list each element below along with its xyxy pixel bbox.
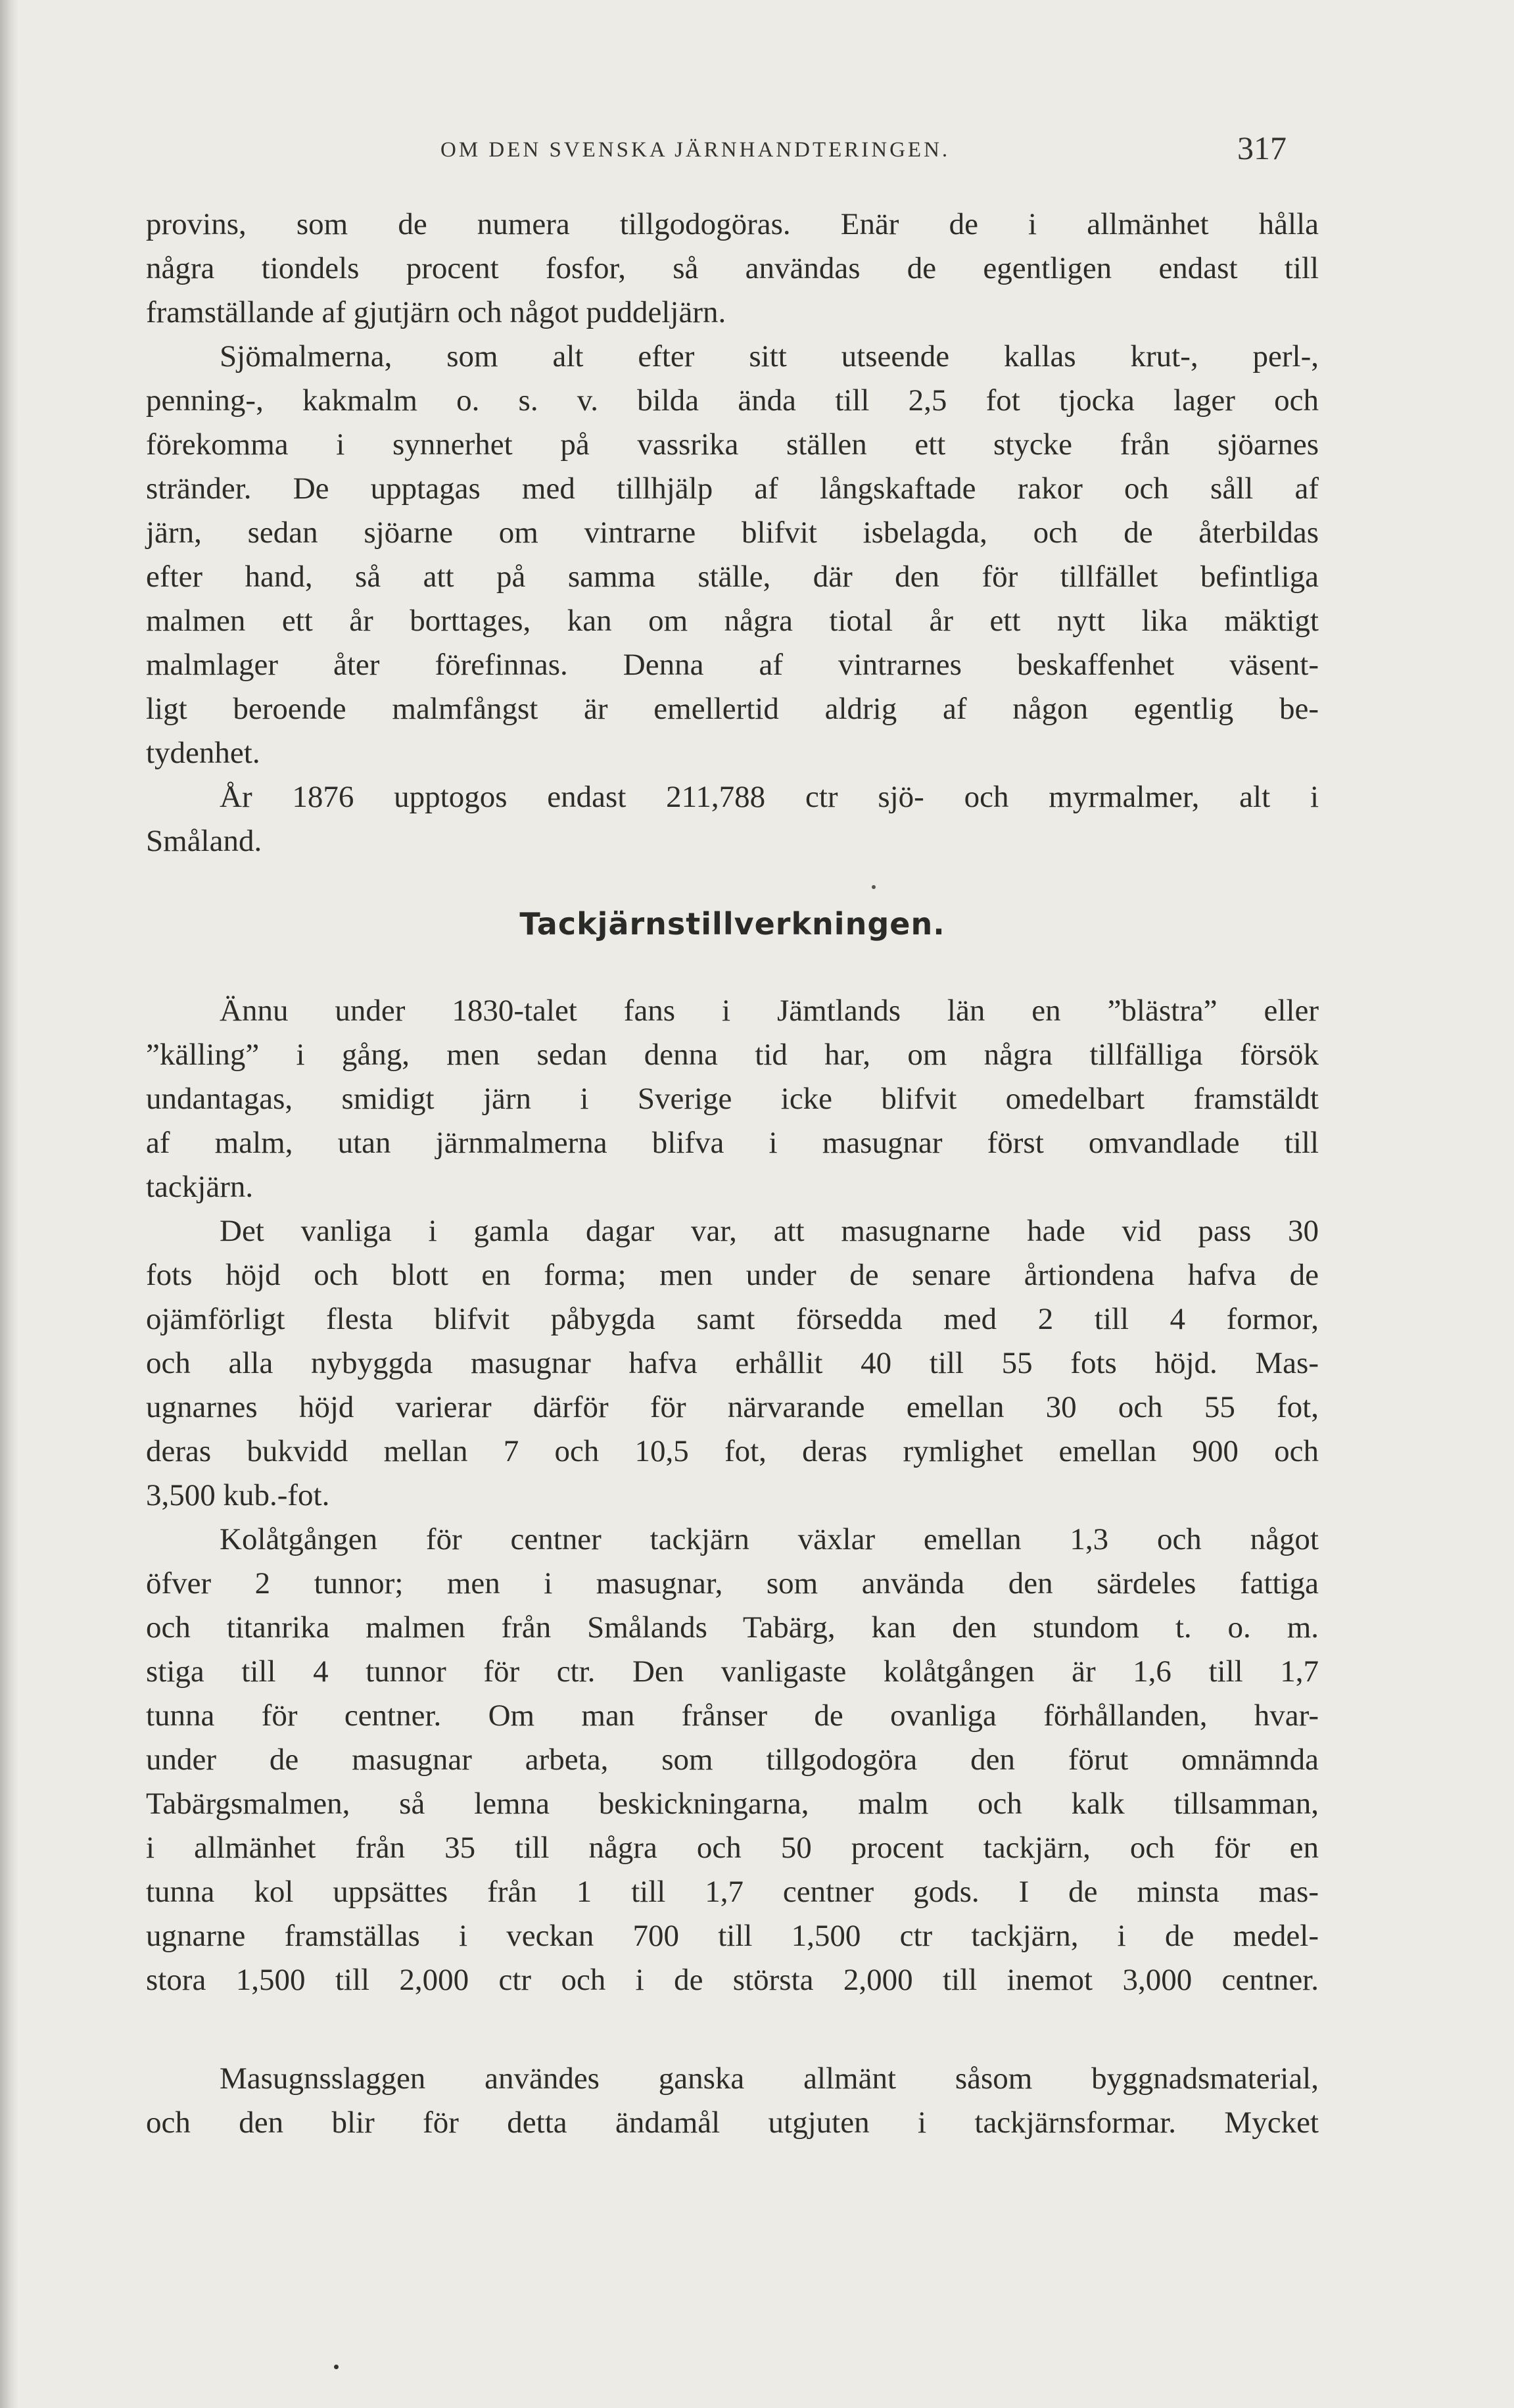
text-line: Småland.: [146, 824, 262, 858]
text-line: Ännu under 1830-talet fans i Jämtlands län en ”blästra” eller: [220, 994, 1319, 1028]
text-line: Kolåtgången för centner tackjärn växlar emellan 1,3 och något: [220, 1522, 1319, 1556]
text-line: ugnarne framställas i veckan 700 till 1,500 ctr tackjärn, i de medel-: [146, 1919, 1319, 1953]
text-line: tunna kol uppsättes från 1 till 1,7 centner gods. I de minsta mas-: [146, 1875, 1319, 1909]
paragraph-block-sjomalm: [146, 203, 1319, 863]
page-number: 317: [1237, 130, 1287, 166]
text-line: tydenhet.: [146, 736, 260, 770]
text-line: penning-, kakmalm o. s. v. bilda ända till 2,5 fot tjocka lager och: [146, 383, 1319, 418]
text-line: stora 1,500 till 2,000 ctr och i de största 2,000 till inemot 3,000 centner.: [146, 1963, 1319, 1997]
text-line: ojämförligt flesta blifvit påbygda samt försedda med 2 till 4 formor,: [146, 1302, 1319, 1336]
text-line: ”källing” i gång, men sedan denna tid har, om några tillfälliga försök: [146, 1038, 1319, 1072]
section-heading: Tackjärnstillverkningen.: [519, 906, 945, 942]
text-line: järn, sedan sjöarne om vintrarne blifvit isbelagda, och de återbildas: [146, 516, 1319, 550]
text-line: förekomma i synnerhet på vassrika ställen ett stycke från sjöarnes: [146, 427, 1319, 462]
text-line: Det vanliga i gamla dagar var, att masugnarne hade vid pass 30: [220, 1214, 1319, 1248]
text-line: tunna för centner. Om man frånser de ovanliga förhållanden, hvar-: [146, 1698, 1319, 1733]
text-line: År 1876 upptogos endast 211,788 ctr sjö- och myrmalmer, alt i: [220, 780, 1319, 814]
text-line: Sjömalmerna, som alt efter sitt utseende kallas krut-, perl-,: [220, 339, 1319, 373]
text-line: några tiondels procent fosfor, så användas de egentligen endast till: [146, 251, 1319, 285]
print-speck: [334, 2365, 339, 2369]
text-line: malmlager åter förefinnas. Denna af vintrarnes beskaffenhet väsent-: [146, 648, 1319, 682]
page-header: [146, 129, 1287, 175]
text-line: ligt beroende malmfångst är emellertid aldrig af någon egentlig be-: [146, 692, 1319, 726]
text-line: framställande af gjutjärn och något puddeljärn.: [146, 295, 726, 329]
text-line: Masugnsslaggen användes ganska allmänt såsom byggnadsmaterial,: [220, 2061, 1319, 2096]
text-line: Tabärgsmalmen, så lemna beskickningarna, malm och kalk tillsamman,: [146, 1787, 1319, 1821]
paragraph-block-masugnsslagg: [146, 2057, 1319, 2145]
text-line: och titanrika malmen från Smålands Tabärg, kan den stundom t. o. m.: [146, 1610, 1319, 1645]
text-line: fots höjd och blott en forma; men under de senare årtiondena hafva de: [146, 1258, 1319, 1292]
text-line: undantagas, smidigt järn i Sverige icke blifvit omedelbart framstäldt: [146, 1082, 1319, 1116]
text-line: i allmänhet från 35 till några och 50 procent tackjärn, och för en: [146, 1831, 1319, 1865]
text-line: och den blir för detta ändamål utgjuten i tackjärnsformar. Mycket: [146, 2106, 1319, 2140]
text-line: och alla nybyggda masugnar hafva erhållit 40 till 55 fots höjd. Mas-: [146, 1346, 1319, 1380]
text-line: provins, som de numera tillgodogöras. Enär de i allmänhet hålla: [146, 207, 1319, 241]
text-line: stiga till 4 tunnor för ctr. Den vanligaste kolåtgången är 1,6 till 1,7: [146, 1654, 1319, 1689]
text-line: 3,500 kub.-fot.: [146, 1478, 330, 1512]
text-line: under de masugnar arbeta, som tillgodogöra den förut omnämnda: [146, 1743, 1319, 1777]
paragraph-block-tackjarn: [146, 989, 1319, 2002]
text-line: tackjärn.: [146, 1170, 254, 1204]
running-head: OM DEN SVENSKA JÄRNHANDTERINGEN.: [440, 138, 951, 162]
text-line: efter hand, så att på samma ställe, där den för tillfället befintliga: [146, 560, 1319, 594]
text-line: malmen ett år borttages, kan om några tiotal år ett nytt lika mäktigt: [146, 604, 1319, 638]
print-speck: [872, 885, 876, 889]
text-line: öfver 2 tunnor; men i masugnar, som använda den särdeles fattiga: [146, 1566, 1319, 1601]
text-line: deras bukvidd mellan 7 och 10,5 fot, deras rymlighet emellan 900 och: [146, 1434, 1319, 1468]
text-line: ugnarnes höjd varierar därför för närvarande emellan 30 och 55 fot,: [146, 1390, 1319, 1424]
text-line: af malm, utan järnmalmerna blifva i masugnar först omvandlade till: [146, 1126, 1319, 1160]
text-line: stränder. De upptagas med tillhjälp af långskaftade rakor och såll af: [146, 471, 1319, 506]
